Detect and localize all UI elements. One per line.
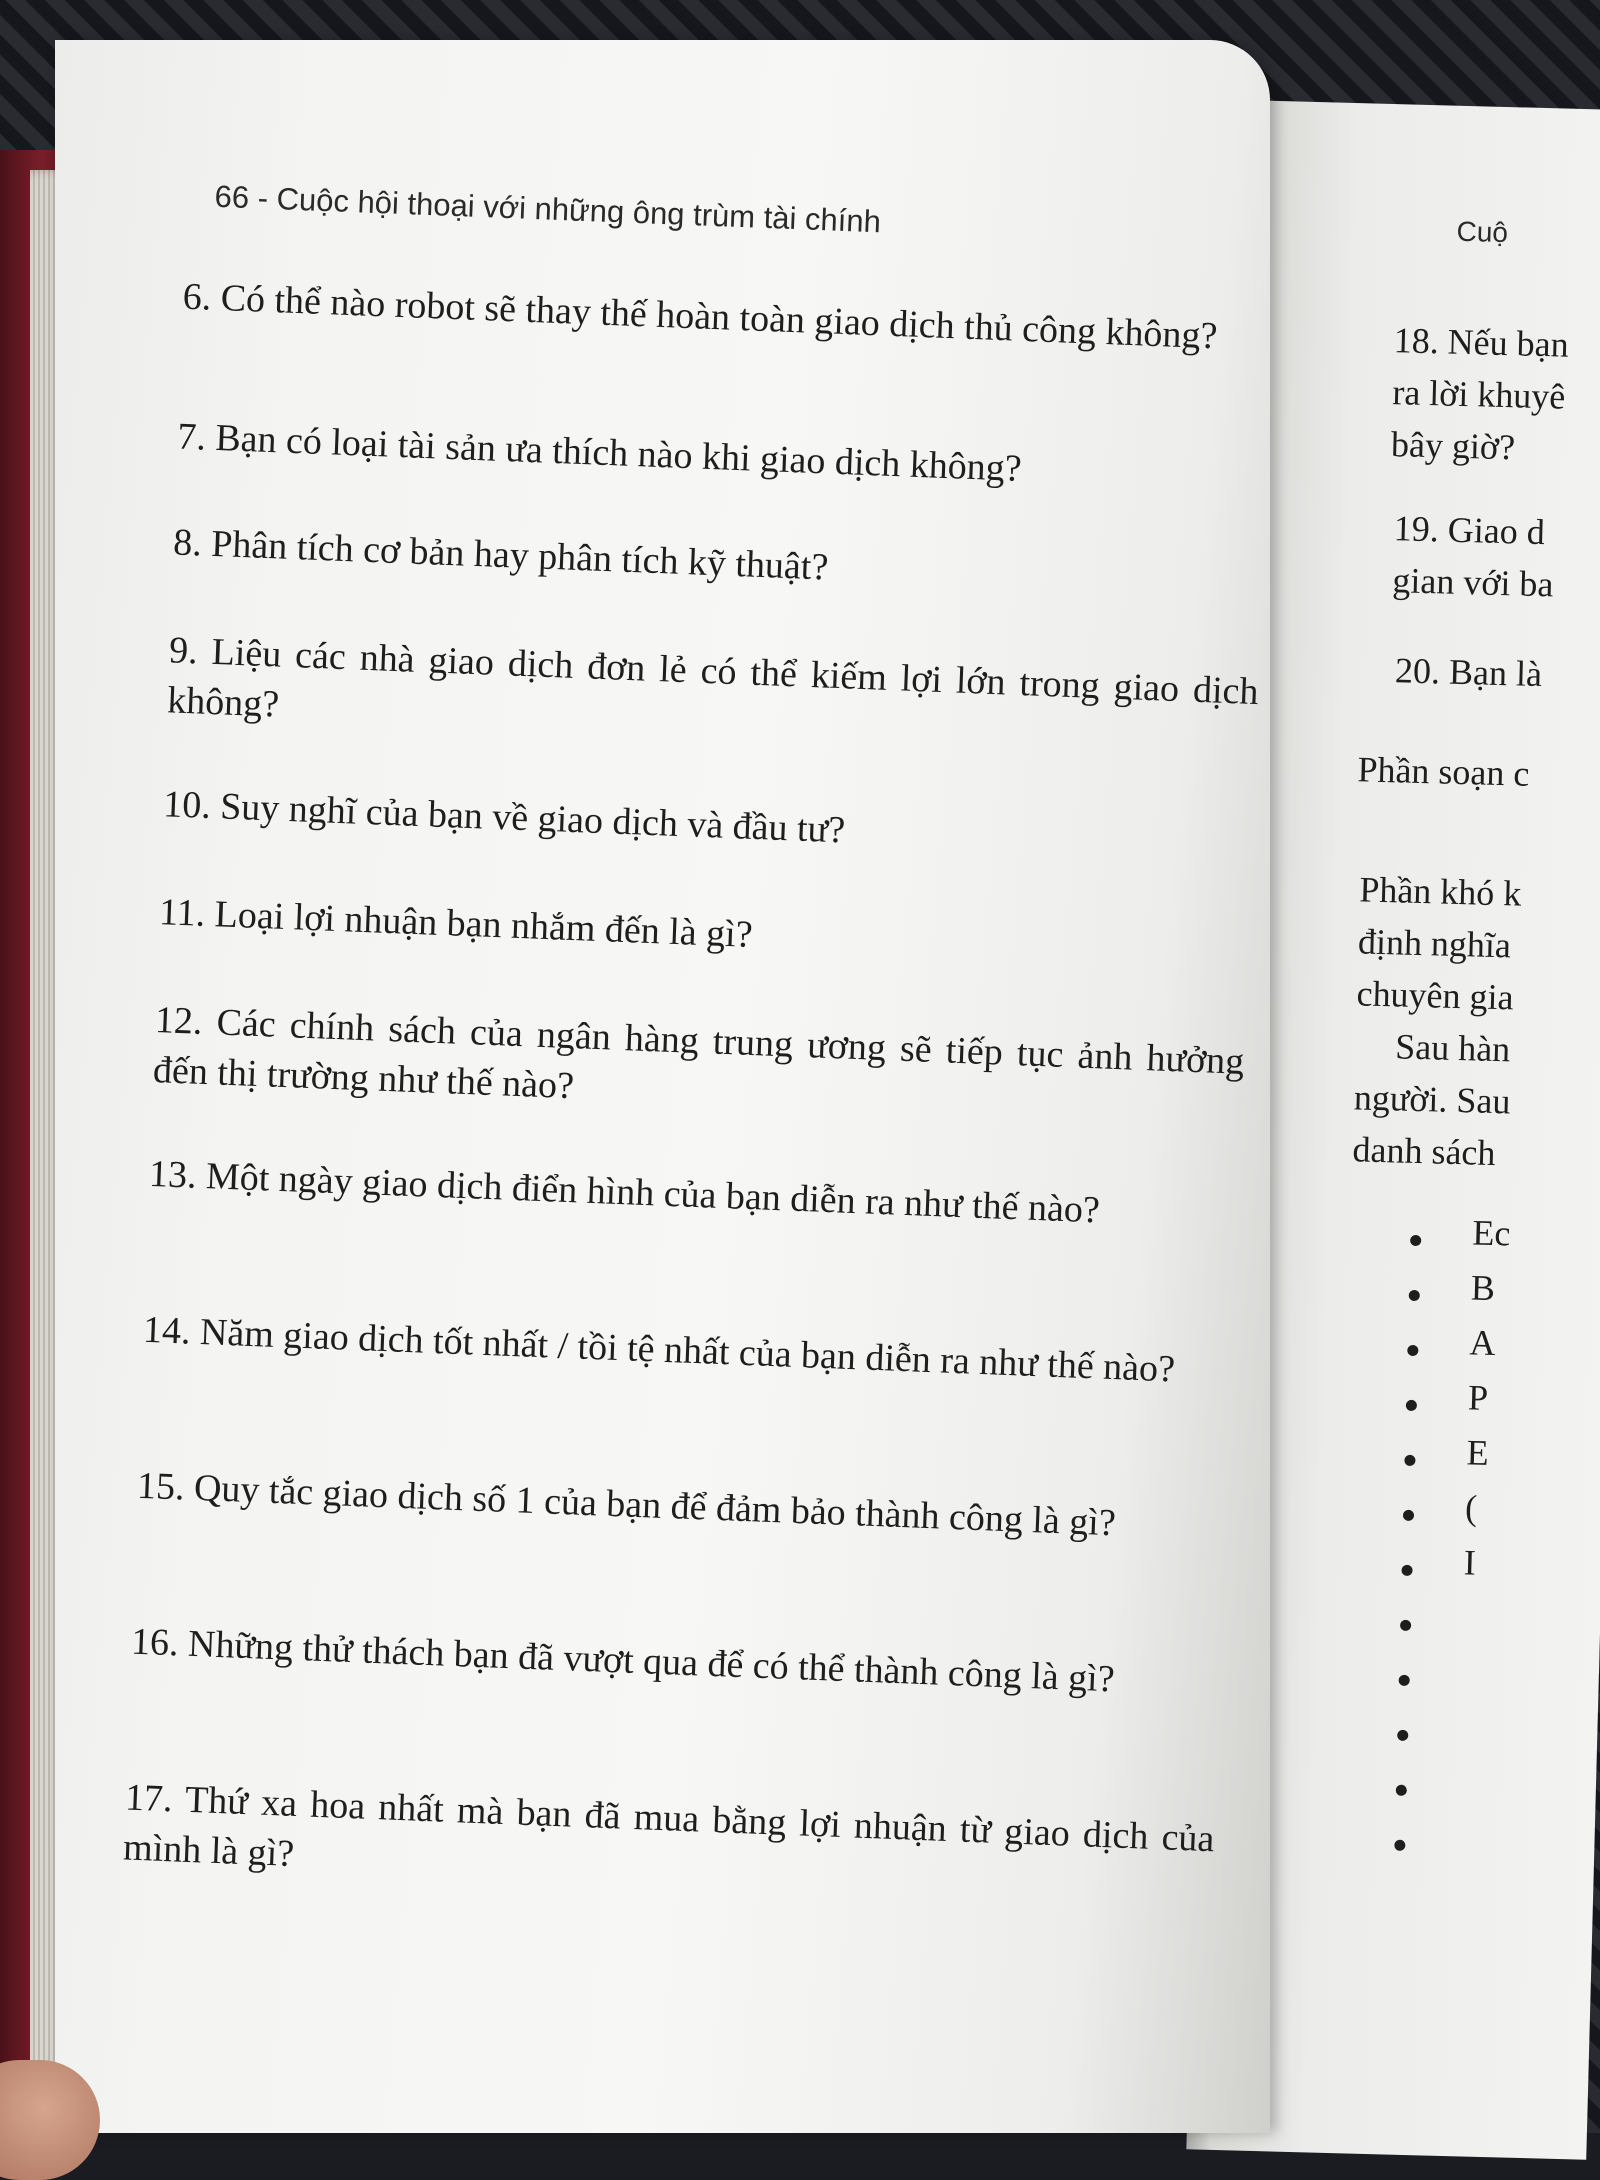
bullet-item: E	[1466, 1432, 1490, 1473]
right-line: 19. Giao d	[1393, 508, 1546, 553]
question-9: 9. Liệu các nhà giao dịch đơn lẻ có thể kiếm lợi lớn trong giao dịch không?	[166, 629, 1260, 726]
bullet-dot	[1397, 1730, 1408, 1741]
bullet-dot	[1406, 1400, 1417, 1411]
left-page	[55, 40, 1270, 2133]
bullet-dot	[1404, 1455, 1415, 1466]
bullet-dot	[1410, 1235, 1421, 1246]
right-line: người. Sau	[1353, 1077, 1511, 1122]
question-10: 10. Suy nghĩ của bạn về giao dịch và đầu tư?	[162, 783, 846, 852]
question-7: 7. Bạn có loại tài sản ưa thích nào khi giao dịch không?	[176, 415, 1023, 490]
bullet-dot	[1399, 1675, 1410, 1686]
right-line: gian với ba	[1391, 560, 1554, 605]
question-12: 12. Các chính sách của ngân hàng trung ương sẽ tiếp tục ảnh hưởng đến thị trường như thế nào?	[152, 999, 1246, 1108]
question-16: 16. Những thử thách bạn đã vượt qua để có thể thành công là gì?	[130, 1620, 1116, 1701]
right-line: Phần soạn c	[1356, 749, 1530, 794]
right-line: Phần khó k	[1358, 869, 1522, 914]
question-13: 13. Một ngày giao dịch điển hình của bạn diễn ra như thế nào?	[148, 1152, 1101, 1232]
right-line: danh sách	[1352, 1129, 1496, 1174]
bullet-item: A	[1469, 1322, 1497, 1364]
bullet-item: (	[1464, 1487, 1478, 1528]
right-line: bây giờ?	[1390, 424, 1516, 468]
bullet-item: P	[1467, 1377, 1489, 1418]
question-15: 15. Quy tắc giao dịch số 1 của bạn để đảm bảo thành công là gì?	[136, 1464, 1117, 1545]
bullet-dot	[1407, 1345, 1418, 1356]
question-14: 14. Năm giao dịch tốt nhất / tồi tệ nhất của bạn diễn ra như thế nào?	[142, 1308, 1176, 1391]
page-header: 66 - Cuộc hội thoại với những ông trùm tài chính	[214, 178, 882, 240]
bullet-item: I	[1463, 1542, 1477, 1583]
question-17: 17. Thứ xa hoa nhất mà bạn đã mua bằng lợi nhuận từ giao dịch của mình là gì?	[122, 1776, 1216, 1875]
bullet-dot	[1396, 1785, 1407, 1796]
bullet-dot	[1400, 1620, 1411, 1631]
question-11: 11. Loại lợi nhuận bạn nhắm đến là gì?	[158, 891, 754, 956]
bullet-dot	[1401, 1565, 1412, 1576]
bullet-dot	[1394, 1840, 1405, 1851]
right-line: 18. Nếu bạn	[1393, 320, 1570, 365]
bullet-item: B	[1470, 1267, 1496, 1309]
right-page-header: Cuộ	[1456, 215, 1509, 249]
question-6: 6. Có thể nào robot sẽ thay thế hoàn toàn giao dịch thủ công không?	[182, 275, 1219, 358]
right-line: ra lời khuyê	[1391, 372, 1566, 417]
right-line: Sau hàn	[1394, 1026, 1511, 1070]
right-line: chuyên gia	[1356, 973, 1515, 1018]
bullet-dot	[1409, 1290, 1420, 1301]
bullet-item: Ec	[1471, 1212, 1511, 1254]
bullet-dot	[1403, 1510, 1414, 1521]
right-line: 20. Bạn là	[1394, 650, 1543, 695]
right-line: định nghĩa	[1357, 921, 1512, 966]
question-8: 8. Phân tích cơ bản hay phân tích kỹ thuật?	[172, 521, 830, 589]
